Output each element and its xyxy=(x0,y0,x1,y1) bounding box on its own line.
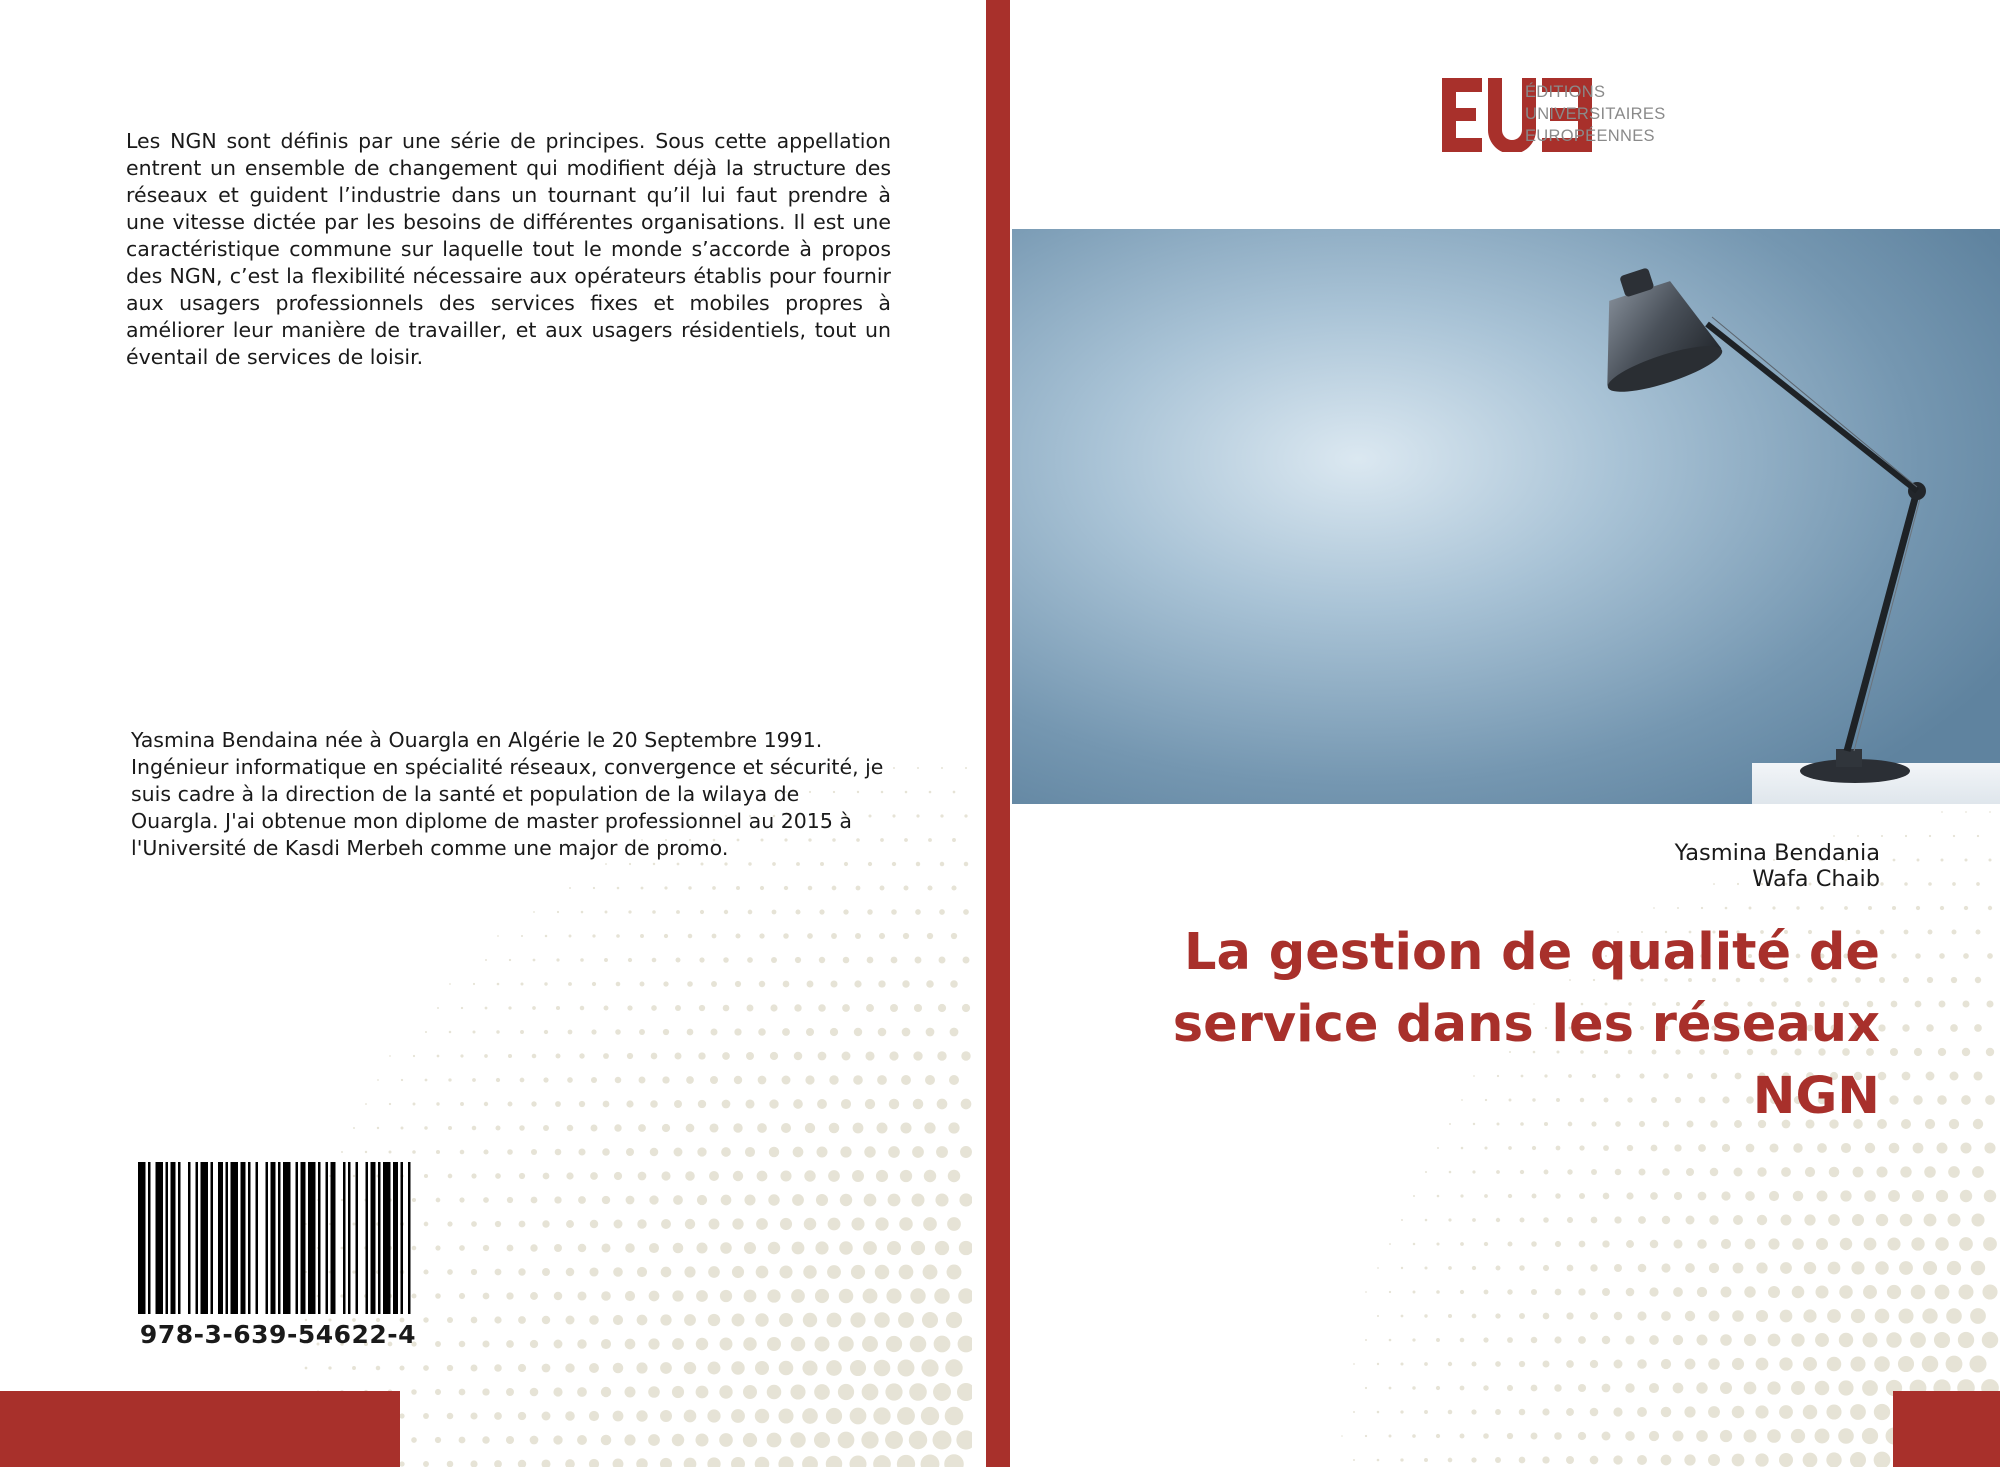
authors xyxy=(1500,840,1880,892)
isbn-barcode xyxy=(138,1162,420,1349)
title-line: service dans les réseaux xyxy=(1172,995,1880,1054)
book-spine xyxy=(986,0,1010,1467)
back-cover-blurb: Les NGN sont définis par une série de principes. Sous cette appellation entrent un ensemble de changement qui modifient déjà la structure des réseaux et guident l’industrie dans un tournant qu’il lui faut prendre à une vitesse dictée par les besoins de différentes organisations. Il est une caractéristique commune sur laquelle tout le monde s’accorde à propos des NGN, c’est la flexibilité nécessaire aux opérateurs établis pour fournir aux usagers professionnels des services fixes et mobiles propres à améliorer leur manière de travailler, et aux usagers résidentiels, tout un éventail de services de loisir. xyxy=(126,129,891,369)
author-name: Wafa Chaib xyxy=(1752,866,1880,892)
red-bar-right xyxy=(1893,1391,2000,1467)
red-bar-left xyxy=(0,1391,400,1467)
publisher-line: EUROPÉENNES xyxy=(1525,127,1655,145)
book-title xyxy=(1150,917,1880,1133)
publisher-line: ÉDITIONS xyxy=(1525,83,1606,101)
author-bio: Yasmina Bendaina née à Ouargla en Algérie le 20 Septembre 1991. Ingénieur informatique en spécialité réseaux, convergence et sécurité, je suis cadre à la direction de la santé et population de la wilaya de Ouargla. J'ai obtenue mon diplome de master professionnel au 2015 à l'Université de Kasdi Merbeh comme une major de promo. xyxy=(131,728,884,860)
publisher-name xyxy=(1525,81,1725,147)
halftone-dots-front xyxy=(1300,800,2000,1467)
author-name: Yasmina Bendania xyxy=(1674,840,1880,866)
desk-lamp-photo xyxy=(1012,229,2000,804)
title-line: La gestion de qualité de xyxy=(1184,923,1880,982)
barcode-image xyxy=(138,1162,418,1314)
isbn-number: 978-3-639-54622-4 xyxy=(139,1320,417,1349)
title-line: NGN xyxy=(1752,1067,1880,1126)
publisher-line: UNIVERSITAIRES xyxy=(1525,105,1666,123)
